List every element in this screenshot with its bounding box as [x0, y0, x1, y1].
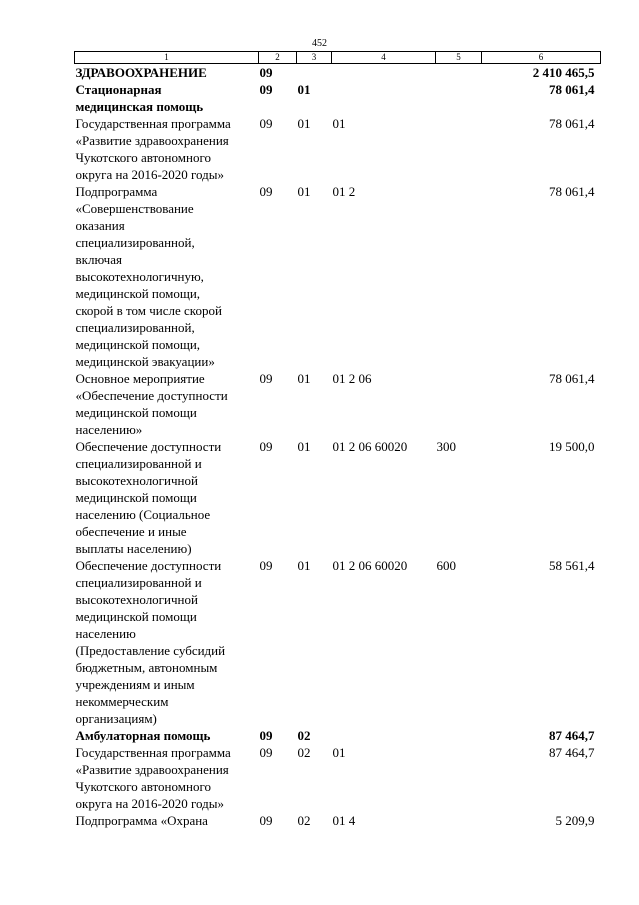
table-row	[75, 557, 601, 727]
row-amount: 87 464,7	[549, 728, 595, 743]
row-amount: 2 410 465,5	[532, 65, 595, 80]
row-expense-type	[436, 115, 482, 183]
row-section: 09	[259, 82, 273, 97]
table-row	[75, 438, 601, 557]
table-row	[75, 727, 601, 744]
row-name: ЗДРАВООХРАНЕНИЕ	[75, 65, 207, 80]
row-amount: 78 061,4	[549, 116, 595, 131]
row-expense-type	[436, 183, 482, 370]
page-number: 452	[312, 38, 327, 49]
table-row	[75, 64, 601, 82]
row-subsection: 01	[297, 371, 311, 386]
row-subsection: 01	[297, 439, 311, 454]
row-expense-type	[436, 744, 482, 812]
row-subsection: 02	[297, 813, 311, 828]
row-expense-type	[436, 64, 482, 82]
row-expense-type	[436, 370, 482, 438]
row-name: Государственная программа «Развитие здравоохранения Чукотского автономного округа на 2016-2020 годы»	[75, 116, 231, 182]
header-col-4: 4	[332, 52, 436, 64]
row-target-code: 01 2 06	[332, 371, 372, 386]
row-section: 09	[259, 813, 273, 828]
row-target-code: 01 2	[332, 184, 356, 199]
row-name: Амбулаторная помощь	[75, 728, 211, 743]
table-row	[75, 81, 601, 115]
row-section: 09	[259, 371, 273, 386]
table-row	[75, 183, 601, 370]
row-section: 09	[259, 116, 273, 131]
header-row	[75, 52, 601, 64]
header-col-2: 2	[259, 52, 297, 64]
row-target-code: 01 2 06 60020	[332, 439, 408, 454]
table-body	[75, 64, 601, 830]
row-expense-type	[436, 727, 482, 744]
row-amount: 78 061,4	[549, 184, 595, 199]
row-section: 09	[259, 184, 273, 199]
row-name: Государственная программа «Развитие здравоохранения Чукотского автономного округа на 2016-2020 годы»	[75, 745, 231, 811]
row-name: Стационарная медицинская помощь	[75, 82, 204, 114]
row-target-code: 01	[332, 745, 346, 760]
row-amount: 78 061,4	[549, 82, 595, 97]
row-section: 09	[259, 439, 273, 454]
row-amount: 78 061,4	[549, 371, 595, 386]
row-subsection: 02	[297, 728, 311, 743]
row-name: Обеспечение доступности специализированной и высокотехнологичной медицинской помощи населению (Предоставление субсидий бюджетным, автономным учреждениям и иным некоммерческим организациям)	[75, 558, 226, 726]
header-col-5: 5	[436, 52, 482, 64]
row-name: Обеспечение доступности специализированной и высокотехнологичной медицинской помощи населению (Социальное обеспечение и иные выплаты населению)	[75, 439, 222, 556]
row-section: 09	[259, 728, 273, 743]
budget-table	[74, 51, 601, 829]
row-expense-type: 600	[436, 558, 456, 573]
row-amount: 58 561,4	[549, 558, 595, 573]
row-expense-type: 300	[436, 439, 456, 454]
table-row	[75, 744, 601, 812]
row-expense-type	[436, 81, 482, 115]
row-target-code: 01 2 06 60020	[332, 558, 408, 573]
row-subsection: 01	[297, 558, 311, 573]
table-row	[75, 812, 601, 829]
row-expense-type	[436, 812, 482, 829]
row-target-code: 01 4	[332, 813, 356, 828]
header-col-3: 3	[297, 52, 332, 64]
row-section: 09	[259, 558, 273, 573]
row-amount: 87 464,7	[549, 745, 595, 760]
row-name: Подпрограмма «Охрана	[75, 813, 208, 828]
row-name: Подпрограмма «Совершенствование оказания специализированной, включая высокотехнологичную, медицинской помощи, скорой в том числе скорой специализированной, медицинской помощи, медицинской эвакуации»	[75, 184, 222, 369]
row-subsection: 01	[297, 116, 311, 131]
row-amount: 19 500,0	[549, 439, 595, 454]
row-name: Основное мероприятие «Обеспечение доступности медицинской помощи населению»	[75, 371, 228, 437]
table-row	[75, 115, 601, 183]
header-col-6: 6	[482, 52, 601, 64]
row-target-code	[332, 64, 436, 82]
row-target-code	[332, 727, 436, 744]
row-subsection	[297, 64, 332, 82]
row-target-code	[332, 81, 436, 115]
row-amount: 5 209,9	[555, 813, 595, 828]
row-section: 09	[259, 745, 273, 760]
row-target-code: 01	[332, 116, 346, 131]
table-row	[75, 370, 601, 438]
row-section: 09	[259, 65, 273, 80]
row-subsection: 01	[297, 82, 311, 97]
row-subsection: 02	[297, 745, 311, 760]
row-subsection: 01	[297, 184, 311, 199]
header-col-1: 1	[75, 52, 259, 64]
